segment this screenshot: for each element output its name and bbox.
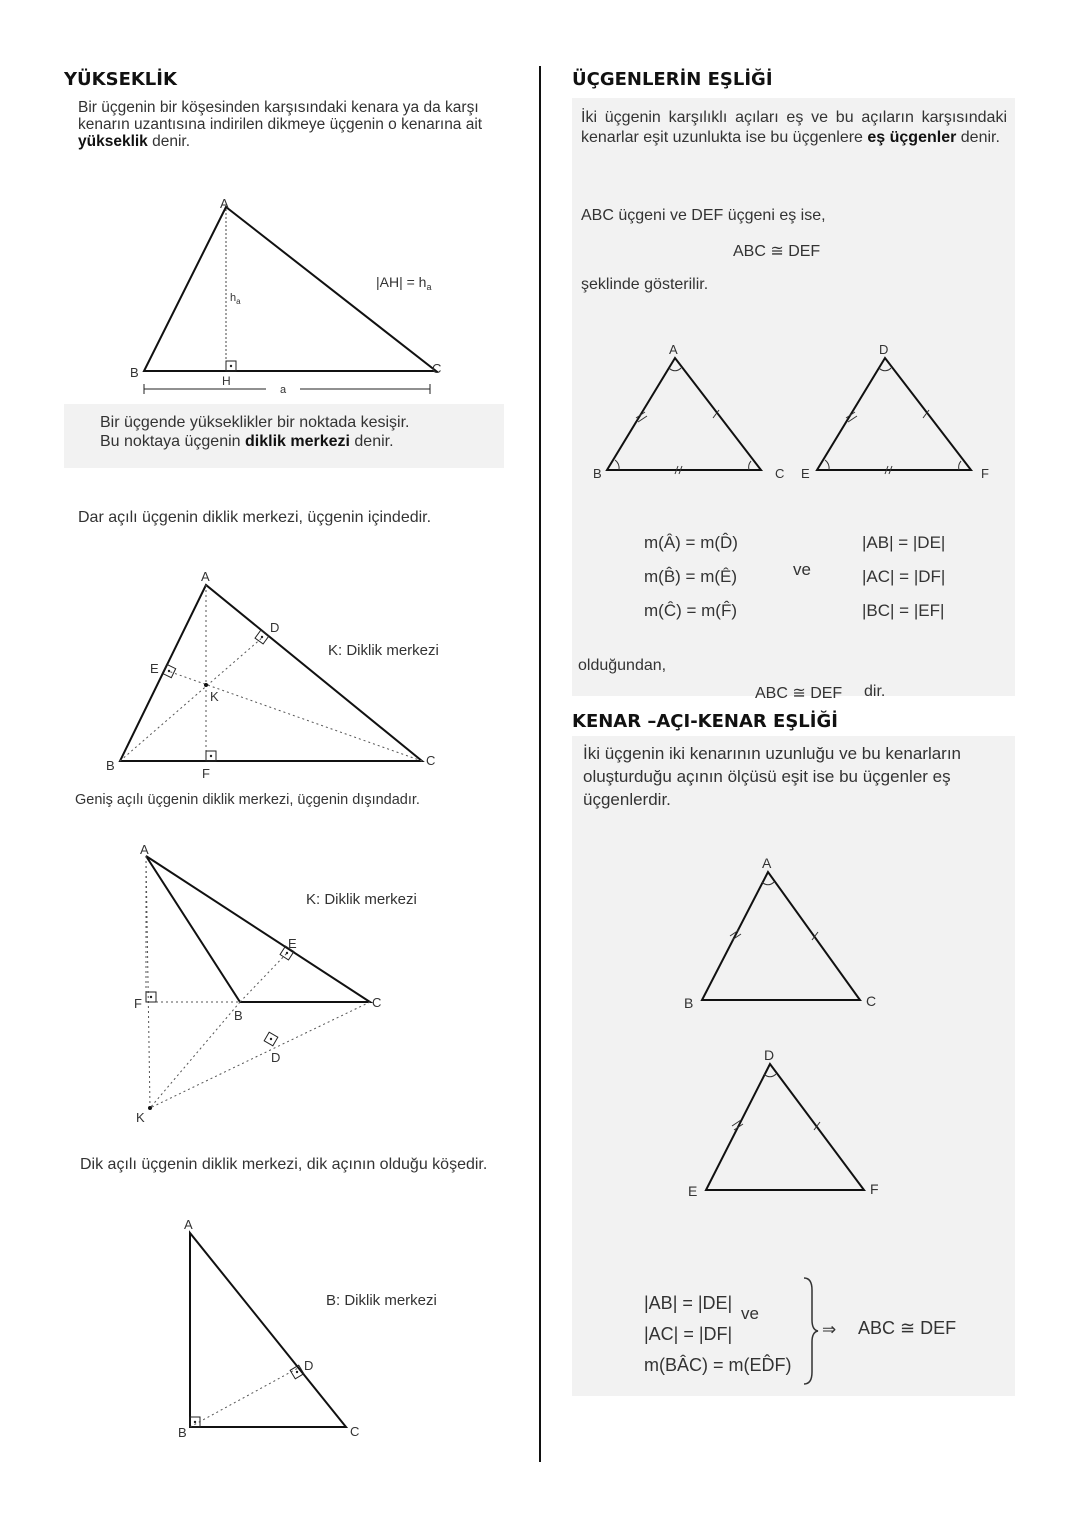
vertex-c-label: C (866, 993, 877, 1009)
conclusion-dir: dir. (864, 683, 886, 700)
angle-equalities: m(Â) = m(D̂) m(B̂) = m(Ê) m(Ĉ) = m(F̂) (644, 533, 738, 620)
side-equalities: |AB| = |DE| |AC| = |DF| |BC| = |EF| (862, 533, 946, 620)
sas-ve: ve (741, 1304, 759, 1323)
vertex-a-label: A (762, 855, 772, 871)
foot-e-label: E (288, 936, 297, 951)
sas-definition: İki üçgenin iki kenarının uzunluğu ve bu kenarların oluşturduğu açının ölçüsü eşit ise bu üçgenler eş üçgenlerdir. (583, 744, 962, 809)
congruent-pair-figure (585, 338, 1005, 488)
orthocenter-caption: K: Diklik merkezi (306, 891, 417, 908)
foot-h-label: H (222, 374, 231, 388)
altitude-definition: Bir üçgenin bir köşesinden karşısındaki kenara ya da karşı kenarın uzantısına indirilen dikmeye üçgenin o kenarına ait yükseklik denir. (78, 99, 483, 150)
vertex-e-label: E (688, 1183, 698, 1199)
vertex-d-label: D (764, 1047, 775, 1063)
shown-text: şeklinde gösterilir. (581, 276, 709, 293)
vertex-a-label: A (669, 342, 678, 357)
foot-d-label: D (270, 620, 280, 635)
congruence-notation: ABC ≅ DEF (733, 243, 821, 260)
vertex-b-label: B (593, 466, 602, 481)
altitude-h-label: $h_a$ (230, 292, 241, 306)
implies-arrow: ⇒ (822, 1320, 837, 1339)
side-a-label: a (280, 384, 287, 396)
vertex-b-label: B (130, 365, 139, 380)
vertex-b-label: B (178, 1425, 187, 1440)
left-heading: YÜKSEKLİK (64, 69, 177, 90)
example-text: ABC üçgeni ve DEF üçgeni eş ise, (581, 207, 826, 224)
vertex-f-label: F (870, 1181, 879, 1197)
right-heading-congruence: ÜÇGENLERİN EŞLİĞİ (572, 69, 773, 90)
vertex-a-label: A (201, 569, 210, 584)
since-text: olduğundan, (578, 657, 667, 674)
sas-triangle-def (686, 1042, 896, 1204)
orthocenter-caption: B: Diklik merkezi (326, 1292, 437, 1309)
vertex-a-label: A (184, 1217, 193, 1232)
foot-d-label: D (271, 1050, 281, 1065)
vertex-c-label: C (350, 1424, 360, 1439)
orthocenter-caption: K: Diklik merkezi (328, 642, 439, 659)
ve-connector: ve (793, 560, 811, 579)
right-figure (170, 1215, 480, 1445)
obtuse-text: Geniş açılı üçgenin diklik merkezi, üçgenin dışındadır. (75, 792, 420, 808)
intersection-line2: Bu noktaya üçgenin diklik merkezi denir. (100, 433, 394, 450)
vertex-f-label: F (981, 466, 989, 481)
acute-figure (100, 565, 490, 785)
intersection-box (64, 404, 504, 468)
congruence-definition: İki üçgenin karşılıklı açıları eş ve bu açıların karşısındaki kenarlar eşit uzunlukta ise bu üçgenlere eş üçgenler denir. (581, 109, 1007, 146)
vertex-b-label: B (684, 995, 694, 1011)
orthocenter-k-label: K (210, 689, 219, 704)
conclusion: ABC ≅ DEF (755, 685, 843, 702)
right-angle-text: Dik açılı üçgenin diklik merkezi, dik açının olduğu köşedir. (80, 1156, 488, 1173)
sas-triangle-abc (680, 852, 890, 1014)
vertex-c-label: C (775, 466, 785, 481)
vertex-a-label: A (220, 196, 229, 211)
acute-text: Dar açılı üçgenin diklik merkezi, üçgenin içindedir. (78, 509, 432, 526)
sas-brace (800, 1276, 820, 1386)
sas-conditions: |AB| = |DE| |AC| = |DF| m(BÂC) = m(ED̂F) (644, 1293, 792, 1375)
foot-d-label: D (304, 1358, 314, 1373)
foot-e-label: E (150, 661, 159, 676)
sas-result: ABC ≅ DEF (858, 1318, 957, 1338)
vertex-c-label: C (426, 753, 436, 768)
vertex-d-label: D (879, 342, 889, 357)
altitude-figure (120, 195, 470, 400)
column-divider (539, 66, 541, 1462)
vertex-c-label: C (432, 361, 442, 376)
foot-f-label: F (202, 766, 210, 781)
foot-f-label: F (134, 996, 142, 1011)
obtuse-figure (120, 840, 460, 1130)
intersection-line1: Bir üçgende yükseklikler bir noktada kesişir. (100, 414, 410, 431)
vertex-a-label: A (140, 842, 149, 857)
vertex-c-label: C (372, 995, 382, 1010)
vertex-b-label: B (234, 1008, 243, 1023)
vertex-b-label: B (106, 758, 115, 773)
altitude-formula: $|AH| = h_a$ (376, 274, 432, 292)
orthocenter-k-label: K (136, 1110, 145, 1125)
vertex-e-label: E (801, 466, 810, 481)
right-heading-sas: KENAR –AÇI-KENAR EŞLİĞİ (572, 711, 838, 732)
